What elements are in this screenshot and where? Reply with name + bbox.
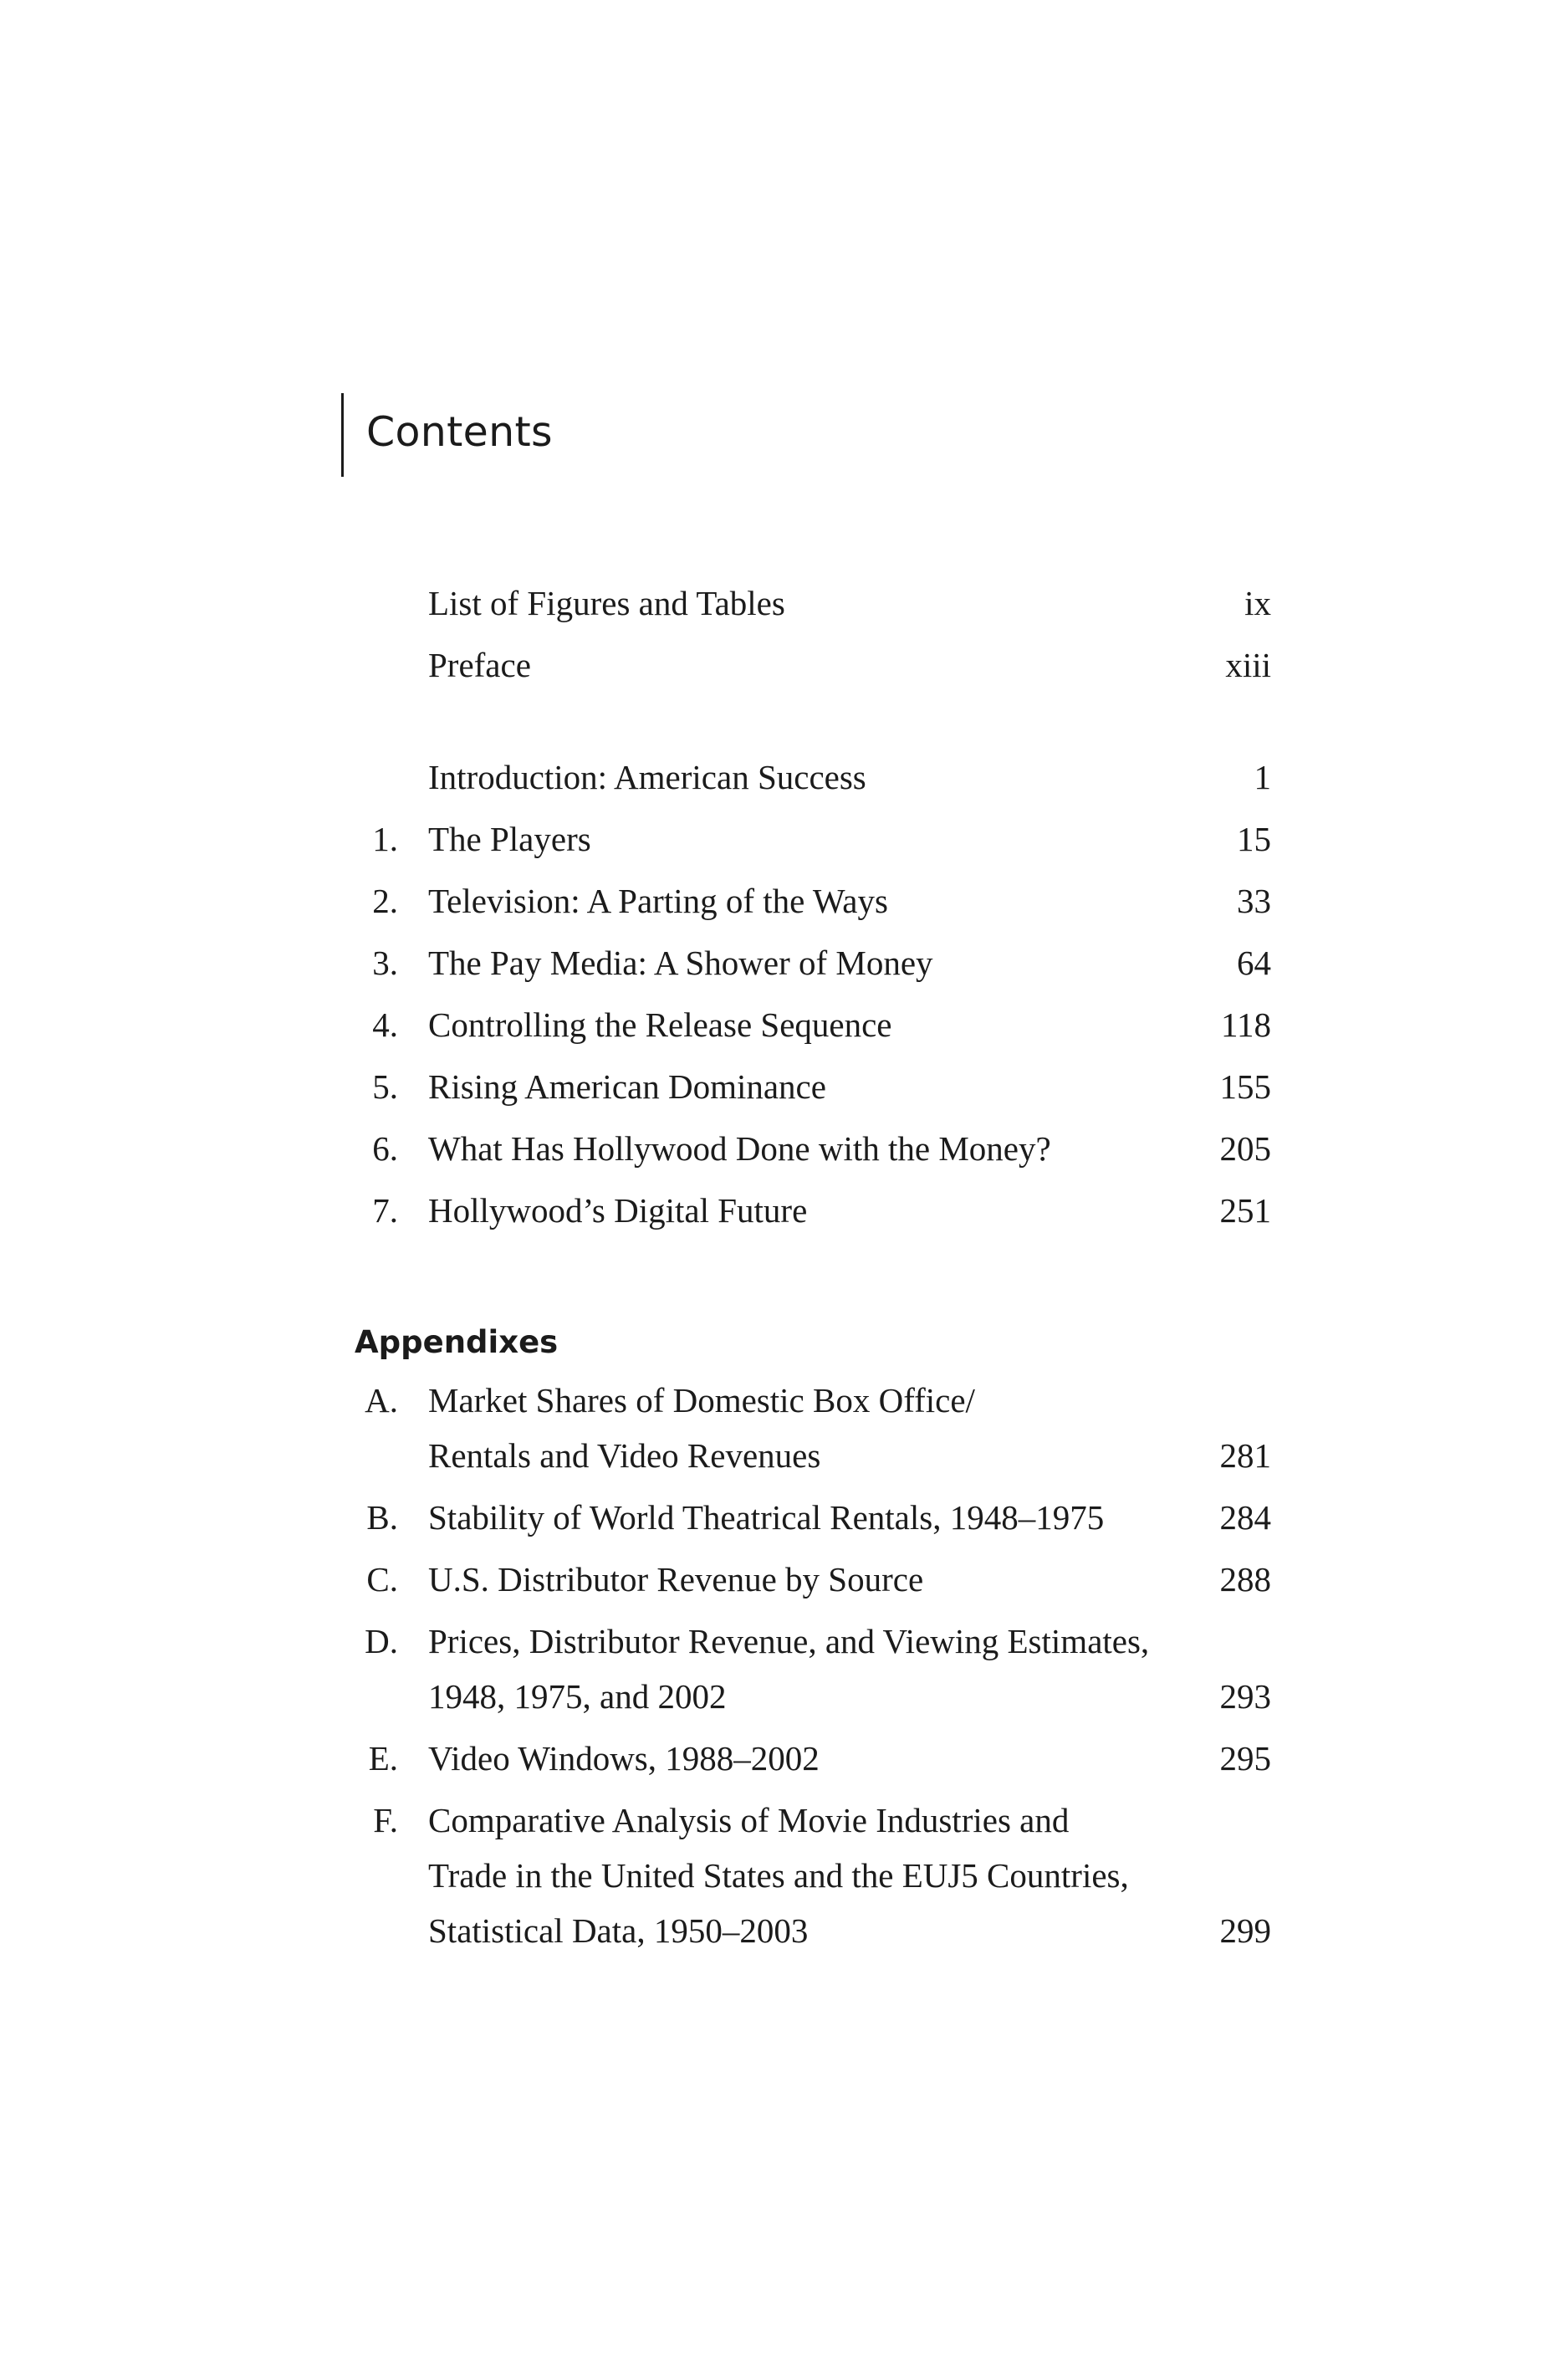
toc-entry-title: Introduction: American Success (428, 758, 866, 796)
page-title: Contents (366, 408, 553, 456)
toc-entry-chapter-1[interactable] (335, 811, 1271, 867)
toc-entry-page: 293 (1219, 1677, 1271, 1716)
toc-entry-appendix-d[interactable] (335, 1614, 1271, 1669)
toc-entry-letter: F. (373, 1801, 398, 1839)
toc-entry-page: 299 (1219, 1911, 1271, 1950)
toc-entry-number: 3. (372, 944, 398, 982)
toc-entry-preface[interactable] (335, 637, 1271, 693)
toc-entry-list-of-figures[interactable] (335, 575, 1271, 631)
toc-entry-title: List of Figures and Tables (428, 584, 785, 622)
toc-entry-chapter-4[interactable] (335, 997, 1271, 1052)
toc-entry-title-line: Stability of World Theatrical Rentals, 1948–1975 (428, 1498, 1105, 1537)
toc-entry-number: 1. (372, 820, 398, 858)
toc-entry-page: 1 (1254, 758, 1271, 796)
toc-entry-number: 7. (372, 1191, 398, 1230)
toc-entry-title-line: Statistical Data, 1950–2003 (428, 1911, 809, 1950)
toc-entry-title-line: Market Shares of Domestic Box Office/ (428, 1381, 975, 1419)
toc-entry-page: 155 (1219, 1067, 1271, 1106)
toc-entry-title: Controlling the Release Sequence (428, 1005, 892, 1044)
toc-entry-appendix-f-cont-2[interactable] (335, 1903, 1271, 1958)
toc-entry-chapter-3[interactable] (335, 935, 1271, 990)
toc-entry-title-line: Video Windows, 1988–2002 (428, 1739, 820, 1778)
toc-entry-chapter-7[interactable] (335, 1183, 1271, 1238)
toc-entry-title: The Pay Media: A Shower of Money (428, 944, 933, 982)
toc-entry-title: Preface (428, 646, 531, 684)
toc-entry-number: 4. (372, 1005, 398, 1044)
toc-entry-title-line: U.S. Distributor Revenue by Source (428, 1560, 924, 1599)
toc-entry-appendix-e[interactable] (335, 1731, 1271, 1786)
toc-entry-title: What Has Hollywood Done with the Money? (428, 1129, 1051, 1168)
toc-entry-page: 251 (1219, 1191, 1271, 1230)
toc-entry-title-line: Comparative Analysis of Movie Industries and (428, 1801, 1070, 1839)
toc-entry-title: Television: A Parting of the Ways (428, 882, 888, 920)
toc-entry-title: Hollywood’s Digital Future (428, 1191, 808, 1230)
toc-entry-page: 64 (1237, 944, 1271, 982)
toc-entry-number: 5. (372, 1067, 398, 1106)
toc-entry-title: Rising American Dominance (428, 1067, 826, 1106)
toc-entry-letter: A. (365, 1381, 398, 1419)
toc-entry-letter: E. (368, 1739, 398, 1778)
toc-entry-letter: D. (365, 1622, 398, 1660)
toc-entry-title: The Players (428, 820, 591, 858)
toc-entry-title-line: Prices, Distributor Revenue, and Viewing Estimates, (428, 1622, 1150, 1660)
toc-entry-letter: C. (366, 1560, 398, 1599)
toc-entry-page: xiii (1225, 646, 1271, 684)
toc-entry-page: 288 (1219, 1560, 1271, 1599)
toc-entry-title-line: 1948, 1975, and 2002 (428, 1677, 727, 1716)
toc-entry-appendix-c[interactable] (335, 1552, 1271, 1607)
toc-entry-appendix-f[interactable] (335, 1793, 1271, 1848)
toc-entry-letter: B. (366, 1498, 398, 1537)
toc-entry-title-line: Rentals and Video Revenues (428, 1436, 821, 1475)
toc-entry-page: 118 (1221, 1005, 1271, 1044)
toc-entry-appendix-a-cont[interactable] (335, 1428, 1271, 1483)
toc-entry-page: 295 (1219, 1739, 1271, 1778)
toc-entry-page: 281 (1219, 1436, 1271, 1475)
toc-entry-appendix-f-cont[interactable] (335, 1848, 1271, 1903)
toc-entry-number: 6. (372, 1129, 398, 1168)
toc-entry-page: 205 (1219, 1129, 1271, 1168)
toc-entry-page: 33 (1237, 882, 1271, 920)
toc-entry-title-line: Trade in the United States and the EUJ5 Countries, (428, 1856, 1129, 1895)
toc-entry-page: 15 (1237, 820, 1271, 858)
toc-entry-chapter-5[interactable] (335, 1059, 1271, 1114)
toc-entry-page: 284 (1219, 1498, 1271, 1537)
heading-rule (341, 393, 344, 477)
toc-entry-appendix-d-cont[interactable] (335, 1669, 1271, 1724)
toc-entry-page: ix (1244, 584, 1271, 622)
toc-entry-chapter-6[interactable] (335, 1121, 1271, 1176)
toc-entry-appendix-a[interactable] (335, 1373, 1271, 1428)
toc-entry-introduction[interactable] (335, 749, 1271, 805)
appendixes-heading: Appendixes (355, 1324, 559, 1360)
toc-entry-chapter-2[interactable] (335, 873, 1271, 928)
toc-entry-number: 2. (372, 882, 398, 920)
toc-entry-appendix-b[interactable] (335, 1490, 1271, 1545)
